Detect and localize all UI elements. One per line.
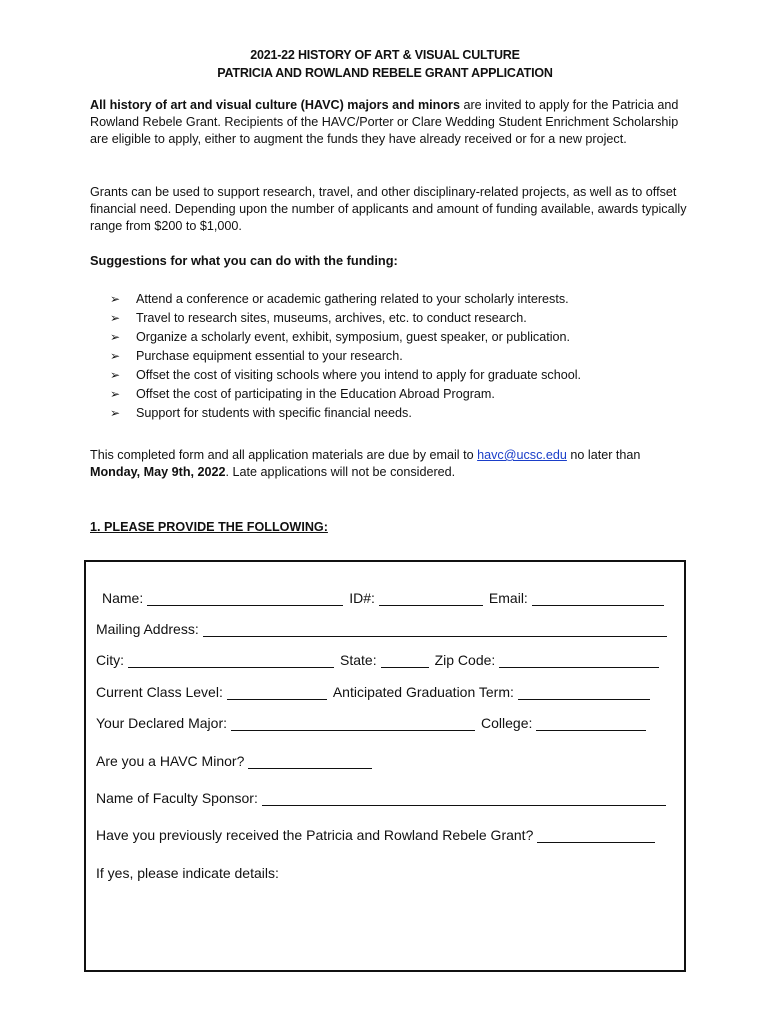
graduation-term-field[interactable]	[518, 683, 650, 700]
email-link[interactable]: havc@ucsc.edu	[477, 448, 567, 462]
previous-grant-row	[96, 823, 655, 843]
intro-text: are invited to apply for the Patricia and Rowland Rebele Grant. Recipients of the HAVC/Porter or Clare Wedding Student Enrichment Scholarship are eligible to apply, either to augment the funds they have already received or for a new project.	[90, 98, 679, 146]
grants-paragraph: Grants can be used to support research, travel, and other disciplinary-related projects, as well as to offset financial need. Depending upon the number of applicants and amount of funding available, awards typically range from $200 to $1,000.	[90, 185, 687, 233]
arrow-bullet-icon: ➢	[110, 406, 121, 420]
havc-minor-field[interactable]	[248, 752, 372, 769]
list-item: ➢ Travel to research sites, museums, archives, etc. to conduct research.	[110, 309, 581, 328]
section-title: 1. PLEASE PROVIDE THE FOLLOWING:	[90, 520, 328, 534]
class-level-row	[96, 680, 650, 700]
major-field[interactable]	[231, 714, 475, 731]
list-item: ➢ Offset the cost of participating in the Education Abroad Program.	[110, 385, 581, 404]
deadline-date: Monday, May 9th, 2022	[90, 465, 226, 479]
graduation-term-label: Anticipated Graduation Term:	[332, 684, 514, 700]
state-label: State:	[340, 652, 377, 668]
city-row	[96, 648, 659, 668]
list-item: ➢ Purchase equipment essential to your research.	[110, 347, 581, 366]
sponsor-row	[96, 786, 666, 806]
email-label: Email:	[488, 590, 528, 606]
deadline-paragraph: This completed form and all application materials are due by email to havc@ucsc.edu no later than Monday, May 9th, 2022. Late applications will not be considered.	[90, 448, 641, 479]
title-line-1: 2021-22 HISTORY OF ART & VISUAL CULTURE	[250, 48, 520, 62]
faculty-sponsor-label: Name of Faculty Sponsor:	[96, 790, 258, 806]
arrow-bullet-icon: ➢	[110, 330, 121, 344]
id-field[interactable]	[379, 589, 483, 606]
list-item: ➢ Organize a scholarly event, exhibit, symposium, guest speaker, or publication.	[110, 328, 581, 347]
suggestions-list	[110, 290, 581, 423]
application-form-box	[84, 560, 686, 972]
class-level-field[interactable]	[227, 683, 327, 700]
name-row	[102, 586, 664, 606]
arrow-bullet-icon: ➢	[110, 349, 121, 363]
college-label: College:	[481, 715, 533, 731]
suggestions-heading: Suggestions for what you can do with the funding:	[90, 253, 398, 268]
major-row	[96, 711, 646, 731]
faculty-sponsor-field[interactable]	[262, 789, 666, 806]
minor-row	[96, 749, 372, 769]
intro-bold-lead: All history of art and visual culture (HAVC) majors and minors	[90, 98, 460, 112]
list-item: ➢ Offset the cost of visiting schools where you intend to apply for graduate school.	[110, 366, 581, 385]
havc-minor-label: Are you a HAVC Minor?	[96, 753, 245, 769]
details-label: If yes, please indicate details:	[96, 865, 279, 881]
mailing-address-field[interactable]	[203, 620, 667, 637]
mailing-row	[96, 617, 667, 637]
mailing-address-label: Mailing Address:	[96, 621, 199, 637]
arrow-bullet-icon: ➢	[110, 292, 121, 306]
list-item: ➢ Support for students with specific financial needs.	[110, 404, 581, 423]
college-field[interactable]	[536, 714, 646, 731]
intro-paragraph	[90, 97, 690, 148]
city-label: City:	[96, 652, 124, 668]
arrow-bullet-icon: ➢	[110, 311, 121, 325]
zip-code-label: Zip Code:	[434, 652, 496, 668]
class-level-label: Current Class Level:	[96, 684, 223, 700]
name-label: Name:	[102, 590, 144, 606]
previous-grant-label: Have you previously received the Patricia and Rowland Rebele Grant?	[96, 827, 534, 843]
id-label: ID#:	[349, 590, 375, 606]
name-field[interactable]	[147, 589, 343, 606]
arrow-bullet-icon: ➢	[110, 387, 121, 401]
details-row	[96, 861, 279, 881]
zip-code-field[interactable]	[499, 651, 659, 668]
list-item: ➢ Attend a conference or academic gathering related to your scholarly interests.	[110, 290, 581, 309]
arrow-bullet-icon: ➢	[110, 368, 121, 382]
email-field[interactable]	[532, 589, 664, 606]
details-field[interactable]	[96, 888, 674, 964]
city-field[interactable]	[128, 651, 334, 668]
major-label: Your Declared Major:	[96, 715, 227, 731]
state-field[interactable]	[381, 651, 429, 668]
title-line-2: PATRICIA AND ROWLAND REBELE GRANT APPLICATION	[217, 66, 553, 80]
previous-grant-field[interactable]	[537, 826, 655, 843]
